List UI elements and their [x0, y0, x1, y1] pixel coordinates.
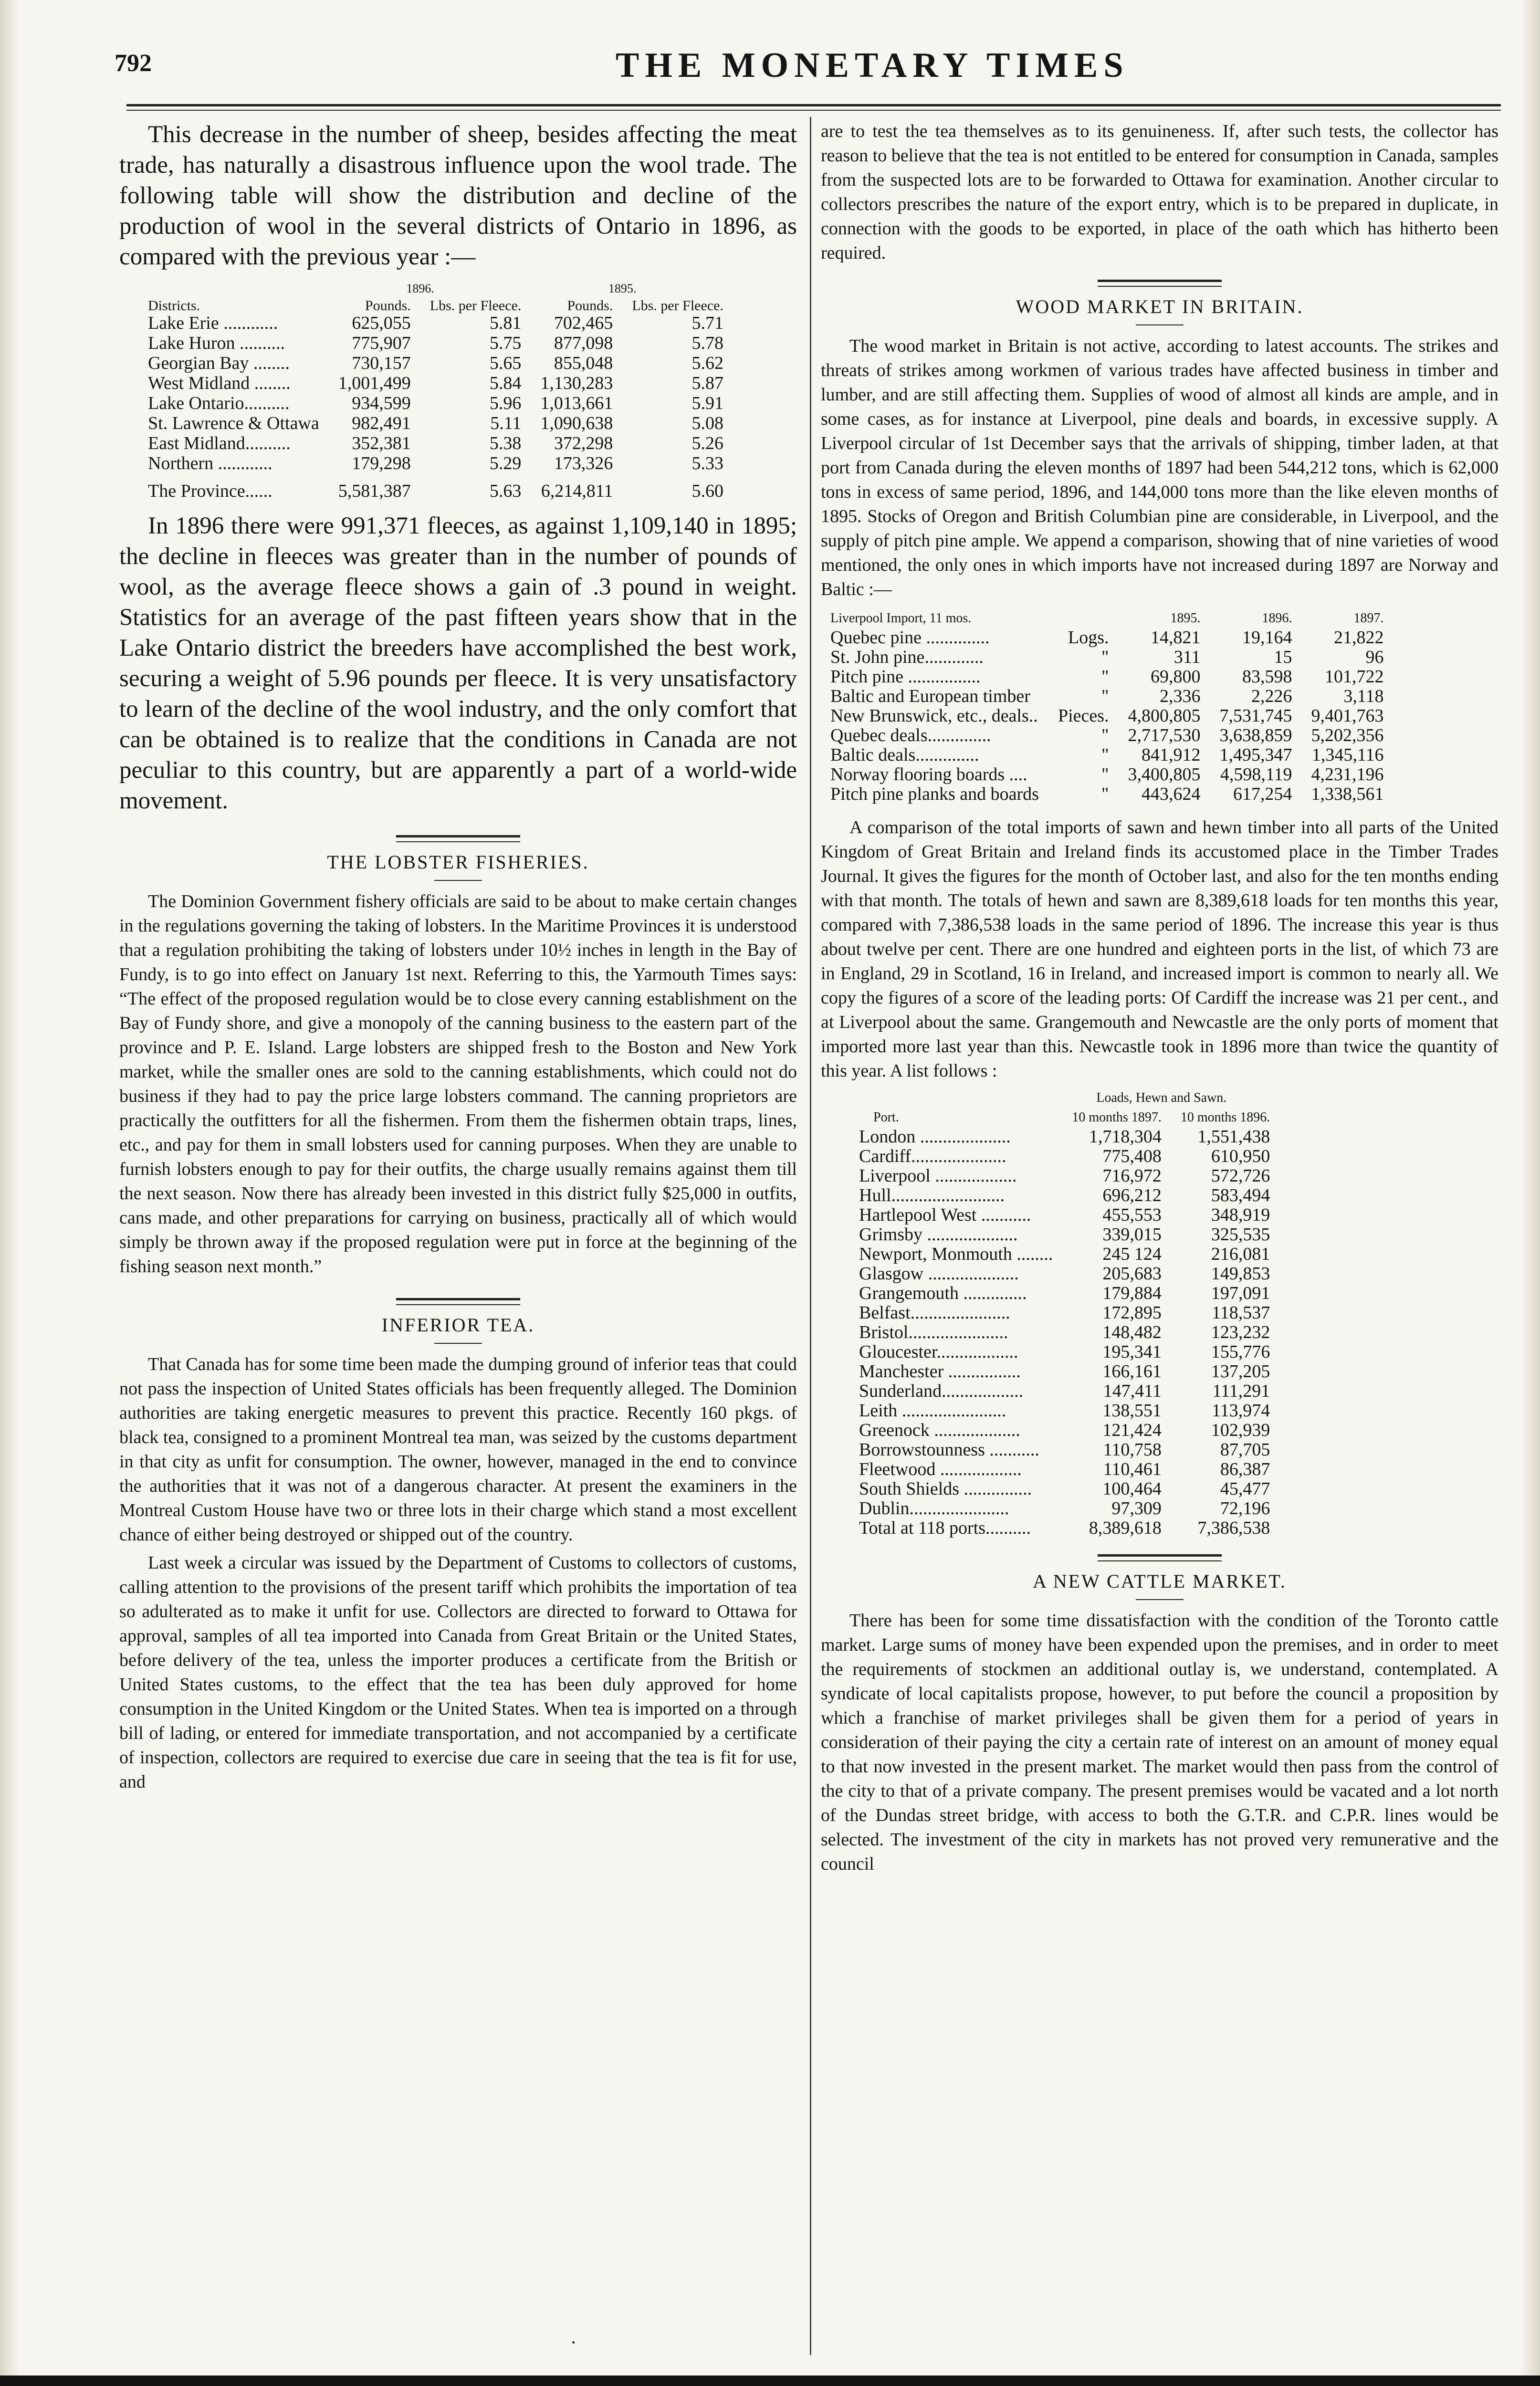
- table-cell: Dublin......................: [859, 1498, 1009, 1518]
- table-cell: Cardiff.....................: [859, 1146, 1006, 1166]
- masthead: THE MONETARY TIMES: [616, 46, 1129, 85]
- table-cell: 100,464: [1102, 1479, 1162, 1499]
- title-dash: [434, 880, 482, 881]
- table-cell: 7,531,745: [1219, 706, 1292, 726]
- table-cell: 123,232: [1211, 1322, 1270, 1342]
- table-row: [859, 1225, 1270, 1245]
- wool-table: [148, 279, 723, 501]
- table-cell: 111,291: [1212, 1381, 1270, 1401]
- lumber-col-1895: 1895.: [1170, 611, 1201, 626]
- table-cell: 3,118: [1343, 686, 1384, 706]
- table-row: [859, 1460, 1270, 1479]
- table-cell: Quebec pine ..............: [830, 628, 990, 648]
- table-cell: 5.65: [489, 353, 522, 373]
- table-cell: Sunderland..................: [859, 1381, 1024, 1401]
- ports-total-row: Total at 118 ports.......... 8,389,618 7,386,538: [859, 1518, 1270, 1538]
- table-cell: 5,202,356: [1311, 725, 1384, 745]
- tea-continued: are to test the tea themselves as to its genuineness. If, after such tests, the collector has reason to believe that the tea is not entitled to be entered for consumption in Canada, samples from the suspected lots are to be forwarded to Ottawa for examination. Another circular to collectors prescribes the nature of the export entry, which is to be prepared in duplicate, in connection with the goods to be exported, in place of the oath which has hitherto been required.: [821, 121, 1498, 263]
- table-cell: 5.29: [489, 453, 522, 473]
- table-cell: 118,537: [1212, 1303, 1270, 1323]
- table-cell: 9,401,763: [1311, 706, 1384, 726]
- table-cell: 5.87: [691, 373, 723, 393]
- table-row: [148, 453, 723, 473]
- wool-intro: This decrease in the number of sheep, besides affecting the meat trade, has naturally a disastrous influence upon the wool trade. The following table will show the distribution and decline of the production of wool in the several districts of Ontario in 1896, as compared with the previous year :—: [119, 121, 797, 270]
- right-column: [821, 119, 1498, 1876]
- table-cell: Leith .......................: [859, 1401, 1006, 1421]
- table-cell: 5.33: [691, 453, 723, 473]
- header-rule: [126, 104, 1501, 106]
- table-cell: 3,638,859: [1219, 725, 1292, 745]
- table-cell: 702,465: [554, 313, 613, 333]
- table-row: [859, 1440, 1270, 1460]
- table-cell: 877,098: [554, 333, 613, 353]
- wool-year-1896: 1896.: [406, 282, 434, 295]
- table-cell: 625,055: [352, 313, 411, 333]
- table-cell: ": [1101, 667, 1109, 687]
- column-divider: [810, 117, 811, 2355]
- lumber-col-header: Liverpool Import, 11 mos.: [830, 611, 972, 626]
- wool-col-fleece-95: Lbs. per Fleece.: [632, 298, 723, 314]
- table-cell: 205,683: [1102, 1264, 1162, 1284]
- table-cell: 110,758: [1103, 1440, 1162, 1460]
- left-column: [119, 119, 797, 1794]
- table-cell: 1,345,116: [1311, 745, 1384, 765]
- table-cell: ": [1101, 784, 1109, 804]
- bottom-mark: ·: [570, 2332, 577, 2353]
- table-cell: Baltic deals..............: [830, 745, 979, 765]
- table-cell: 137,205: [1211, 1361, 1270, 1381]
- table-cell: 147,411: [1103, 1381, 1162, 1401]
- table-cell: East Midland..........: [148, 433, 291, 453]
- table-row: [148, 333, 723, 353]
- lobster-text: The Dominion Government fishery officials are said to be about to make certain changes in the regulations governing the taking of lobsters. In the Maritime Provinces it is understood that a regulation prohibiting the taking of lobsters under 10½ inches in length in the Bay of Fundy, is to go into effect on January 1st next. Referring to this, the Yarmouth Times says: “The effect of the proposed regulation would be to close every canning establishment on the Bay of Fundy shore, and give a monopoly of the canning business to the eastern part of the province and P. E. Island. Large lobsters are shipped fresh to the Boston and New York market, while the smaller ones are sold to the canning establishments, which could not do business if they had to pay the price large lobsters command. The canning proprietors are practically the outfitters for all the fishermen. From them the fishermen obtain traps, lines, etc., and pay for them in small lobsters used for canning purposes. When they are unable to furnish lobsters enough to pay for their outfits, the charge usually remains against them till the next season. Now there has already been invested in this district fully $25,000 in outfits, cans made, and other preparations for carrying on business, practically all of which would simply be thrown away if the proposed regulation were put in force at the beginning of the fishing season next month.”: [119, 891, 797, 1277]
- table-cell: Newport, Monmouth ........: [859, 1244, 1053, 1264]
- table-cell: 148,482: [1102, 1322, 1162, 1342]
- table-cell: 982,491: [352, 413, 411, 433]
- page-edge-right: [1521, 0, 1540, 2386]
- table-row: [859, 1362, 1270, 1381]
- table-row: [148, 433, 723, 453]
- title-dash: [434, 1343, 482, 1344]
- table-cell: 2,717,530: [1128, 725, 1201, 745]
- table-cell: 166,161: [1102, 1361, 1162, 1381]
- wood-paragraph-1: The wood market in Britain is not active, according to latest accounts. The strikes and threats of strikes among workmen of various trades have affected business in timber and lumber, and are still affecting them. Supplies of wood of almost all kinds are ample, and in some cases, as for instance at Liverpool, pine deals and boards, in excessive supply. A Liverpool circular of 1st December says that the arrivals of shipping, timber laden, at that port from Canada during the eleven months of 1897 had been 544,212 tons, which is 62,000 tons in excess of same period, 1896, and 144,000 tons more than the like eleven months of 1895. Stocks of Oregon and British Columbian pine are considerable, in Liverpool, and the supply of pitch pine ample. We append a comparison, showing that of nine varieties of wood mentioned, the only ones in which imports have not increased during 1897 are Norway and Baltic :—: [821, 336, 1498, 599]
- table-cell: 696,212: [1102, 1185, 1162, 1205]
- table-cell: 5.26: [691, 433, 723, 453]
- table-row: [859, 1264, 1270, 1284]
- table-cell: Lake Erie ............: [148, 313, 278, 333]
- table-cell: Belfast......................: [859, 1303, 1010, 1323]
- section-rule: [1098, 1554, 1222, 1557]
- table-cell: 325,535: [1211, 1224, 1270, 1245]
- table-cell: 102,939: [1211, 1420, 1270, 1440]
- table-row: [859, 1127, 1270, 1147]
- table-cell: 339,015: [1102, 1224, 1162, 1245]
- table-cell: 5.78: [691, 333, 723, 353]
- title-dash: [1136, 1599, 1184, 1600]
- table-cell: 245 124: [1102, 1244, 1162, 1264]
- table-cell: 149,853: [1211, 1264, 1270, 1284]
- table-cell: 841,912: [1142, 745, 1201, 765]
- table-cell: 110,461: [1103, 1459, 1162, 1479]
- table-cell: Glasgow ....................: [859, 1264, 1019, 1284]
- table-row: [859, 1303, 1270, 1323]
- ports-table: [859, 1088, 1270, 1538]
- ports-col-1897: 10 months 1897.: [1072, 1110, 1162, 1125]
- table-cell: ": [1101, 686, 1109, 706]
- table-cell: 1,013,661: [540, 393, 613, 413]
- table-cell: Pitch pine ................: [830, 667, 981, 687]
- table-cell: 583,494: [1211, 1185, 1270, 1205]
- table-row: [830, 648, 1384, 667]
- tea-paragraph-2: Last week a circular was issued by the Department of Customs to collectors of customs, calling attention to the provisions of the present tariff which prohibits the importation of tea so adulterated as to make it unfit for use. Collectors are directed to forward to Ottawa for approval, samples of all tea imported into Canada from Great Britain or the United States, before delivery of the tea, unless the importer produces a certificate from the British or United States customs, to the effect that the tea has been duly approved for home consumption in the United Kingdom or the United States. When tea is imported on a through bill of lading, or entered for immediate transportation, and not accompanied by a certificate of inspection, collectors are required to exercise due care in seeing that the tea is fit for use, and: [119, 1553, 797, 1792]
- table-row: [859, 1381, 1270, 1401]
- table-row: [148, 413, 723, 433]
- table-row: [148, 313, 723, 333]
- table-cell: 96: [1365, 647, 1384, 667]
- table-cell: 87,705: [1220, 1440, 1270, 1460]
- table-cell: 83,598: [1242, 667, 1292, 687]
- table-cell: Gloucester..................: [859, 1342, 1018, 1362]
- wool-col-fleece-96: Lbs. per Fleece.: [430, 298, 522, 314]
- table-cell: 3,400,805: [1128, 764, 1201, 785]
- table-row: [830, 765, 1384, 785]
- table-row: [859, 1401, 1270, 1421]
- table-cell: 5.38: [489, 433, 522, 453]
- table-row: [830, 667, 1384, 687]
- table-cell: 45,477: [1220, 1479, 1270, 1499]
- table-cell: London ....................: [859, 1127, 1011, 1147]
- table-cell: 4,231,196: [1311, 764, 1384, 785]
- table-cell: 2,336: [1160, 686, 1201, 706]
- table-cell: 195,341: [1102, 1342, 1162, 1362]
- wool-col-pounds-95: Pounds.: [567, 298, 613, 314]
- table-cell: St. Lawrence & Ottawa: [148, 413, 319, 433]
- page-edge-left: [0, 0, 19, 2386]
- table-row: [859, 1245, 1270, 1264]
- table-cell: 1,130,283: [540, 373, 613, 393]
- section-rule: [396, 1298, 520, 1300]
- table-cell: Northern ............: [148, 453, 272, 473]
- table-cell: Grangemouth ..............: [859, 1283, 1027, 1303]
- table-row: [830, 706, 1384, 726]
- table-cell: 179,298: [352, 453, 411, 473]
- table-cell: 348,919: [1211, 1205, 1270, 1225]
- section-rule: [396, 1304, 520, 1305]
- section-rule: [396, 841, 520, 842]
- ports-col-port: Port.: [873, 1110, 899, 1125]
- table-row: [859, 1421, 1270, 1440]
- table-row: [148, 353, 723, 373]
- table-cell: Borrowstounness ...........: [859, 1440, 1039, 1460]
- table-row: [859, 1342, 1270, 1362]
- table-cell: 2,226: [1251, 686, 1292, 706]
- table-cell: 14,821: [1151, 628, 1201, 648]
- section-rule: [1098, 1560, 1222, 1561]
- wood-title: WOOD MARKET IN BRITAIN.: [1016, 296, 1304, 317]
- table-cell: 5.11: [490, 413, 522, 433]
- table-cell: 19,164: [1242, 628, 1292, 648]
- table-cell: 1,718,304: [1089, 1127, 1162, 1147]
- table-cell: 4,800,805: [1128, 706, 1201, 726]
- table-cell: Fleetwood ..................: [859, 1459, 1022, 1479]
- table-cell: 121,424: [1102, 1420, 1162, 1440]
- tea-paragraph-1: That Canada has for some time been made the dumping ground of inferior teas that could not pass the inspection of United States officials has been frequently alleged. The Dominion authorities are taking energetic measures to prevent this practice. Recently 160 pkgs. of black tea, consigned to a prominent Montreal tea man, was seized by the customs department in that city as unfit for consumption. The owner, however, managed in the end to convince the authorities that it was not of a dangerous character. At present the examiners in the Montreal Custom House have two or three lots in their charge which stand a most excellent chance of either being destroyed or shipped out of the country.: [119, 1354, 797, 1545]
- table-cell: 1,001,499: [338, 373, 411, 393]
- table-cell: 138,551: [1102, 1401, 1162, 1421]
- lobster-title: THE LOBSTER FISHERIES.: [327, 851, 589, 873]
- table-cell: Baltic and European timber: [830, 686, 1030, 706]
- table-cell: 179,884: [1102, 1283, 1162, 1303]
- table-cell: Grimsby ....................: [859, 1224, 1018, 1245]
- table-cell: 1,551,438: [1197, 1127, 1270, 1147]
- table-cell: 775,907: [352, 333, 411, 353]
- table-row: [859, 1147, 1270, 1166]
- table-cell: Hull.........................: [859, 1185, 1005, 1205]
- table-row: [830, 785, 1384, 804]
- table-row: [859, 1499, 1270, 1518]
- section-rule: [1098, 280, 1222, 282]
- table-cell: 69,800: [1151, 667, 1201, 687]
- table-cell: 775,408: [1102, 1146, 1162, 1166]
- table-cell: 15: [1274, 647, 1292, 667]
- table-cell: 216,081: [1211, 1244, 1270, 1264]
- table-cell: Pieces.: [1058, 706, 1109, 726]
- ports-col-1896: 10 months 1896.: [1180, 1110, 1270, 1125]
- table-cell: 372,298: [554, 433, 613, 453]
- table-row: [148, 373, 723, 393]
- wool-col-districts: Districts.: [148, 298, 200, 314]
- table-cell: 72,196: [1220, 1498, 1270, 1518]
- table-cell: St. John pine.............: [830, 647, 984, 667]
- table-cell: Quebec deals..............: [830, 725, 991, 745]
- cattle-text: There has been for some time dissatisfaction with the condition of the Toronto cattle market. Large sums of money have been expended upon the premises, and in order to meet the requirements of stockmen an additional outlay is, we understand, contemplated. A syndicate of local capitalists propose, however, to put before the council a proposition by which a franchise of market privileges shall be given them for a period of years in consideration of their paying the city a certain rate of interest on an amount of money equal to that now invested in the present market. The market would then pass from the control of the city to that of a private company. The present premises would be vacated and a lot north of the Dundas street bridge, with access to both the G.T.R. and C.P.R. lines would be selected. The investment of the city in markets has not proved very remunerative and the council: [821, 1611, 1498, 1874]
- table-row: [859, 1186, 1270, 1205]
- wool-col-pounds-96: Pounds.: [365, 298, 411, 314]
- table-cell: Logs.: [1068, 628, 1109, 648]
- table-cell: Lake Huron ..........: [148, 333, 285, 353]
- table-cell: 101,722: [1325, 667, 1384, 687]
- table-row: [859, 1284, 1270, 1303]
- ports-super-header: Loads, Hewn and Sawn.: [1096, 1090, 1227, 1105]
- table-row: [830, 628, 1384, 648]
- table-cell: Lake Ontario..........: [148, 393, 290, 413]
- page-number: 792: [115, 50, 152, 77]
- table-cell: ": [1101, 725, 1109, 745]
- table-cell: Bristol......................: [859, 1322, 1008, 1342]
- table-cell: 455,553: [1102, 1205, 1162, 1225]
- wool-total-row: The Province...... 5,581,387 5.63 6,214,811 5.60: [148, 481, 723, 501]
- table-cell: Georgian Bay ........: [148, 353, 290, 373]
- table-cell: 730,157: [352, 353, 411, 373]
- table-row: [859, 1323, 1270, 1342]
- table-row: [830, 726, 1384, 745]
- table-cell: 97,309: [1111, 1498, 1162, 1518]
- table-cell: Liverpool ..................: [859, 1166, 1017, 1186]
- section-rule: [396, 835, 520, 837]
- table-cell: 1,090,638: [540, 413, 613, 433]
- table-row: [859, 1205, 1270, 1225]
- table-cell: 5.62: [691, 353, 723, 373]
- table-cell: Greenock ...................: [859, 1420, 1020, 1440]
- table-cell: 172,895: [1102, 1303, 1162, 1323]
- table-cell: 572,726: [1211, 1166, 1270, 1186]
- header-rule-thin: [126, 110, 1501, 111]
- lumber-table: [830, 608, 1384, 804]
- title-dash: [1136, 324, 1184, 325]
- table-cell: 5.08: [691, 413, 723, 433]
- table-row: [148, 393, 723, 413]
- table-cell: 617,254: [1233, 784, 1292, 804]
- table-cell: 21,822: [1334, 628, 1384, 648]
- table-cell: Manchester ................: [859, 1361, 1021, 1381]
- table-cell: 311: [1173, 647, 1201, 667]
- table-cell: 1,495,347: [1219, 745, 1292, 765]
- section-rule: [1098, 286, 1222, 287]
- table-cell: 173,326: [554, 453, 613, 473]
- table-cell: 934,599: [352, 393, 411, 413]
- table-cell: 5.81: [489, 313, 522, 333]
- table-cell: Pitch pine planks and boards: [830, 784, 1039, 804]
- table-cell: ": [1101, 745, 1109, 765]
- table-cell: New Brunswick, etc., deals..: [830, 706, 1038, 726]
- cattle-title: A NEW CATTLE MARKET.: [1033, 1570, 1287, 1592]
- table-cell: 1,338,561: [1311, 784, 1384, 804]
- table-cell: South Shields ...............: [859, 1479, 1032, 1499]
- table-row: [830, 687, 1384, 706]
- wool-after-table: In 1896 there were 991,371 fleeces, as against 1,109,140 in 1895; the decline in fleeces was greater than in the number of pounds of wool, as the average fleece shows a gain of .3 pound in weight. Statistics for an average of the past fifteen years show that in the Lake Ontario district the breeders have accomplished the best work, securing a weight of 5.96 pounds per fleece. It is very unsatisfactory to learn of the decline of the wool industry, and the only comfort that can be obtained is to realize that the conditions in Canada are not peculiar to this country, but are apparently a part of a world-wide movement.: [119, 513, 797, 814]
- table-cell: Norway flooring boards ....: [830, 764, 1027, 785]
- table-cell: West Midland ........: [148, 373, 291, 393]
- table-cell: ": [1101, 764, 1109, 785]
- table-row: [830, 745, 1384, 765]
- table-cell: 86,387: [1220, 1459, 1270, 1479]
- page-bottom-border: [0, 2376, 1540, 2386]
- lumber-col-1897: 1897.: [1353, 611, 1384, 626]
- table-cell: 197,091: [1211, 1283, 1270, 1303]
- table-cell: 4,598,119: [1220, 764, 1292, 785]
- table-cell: 716,972: [1102, 1166, 1162, 1186]
- tea-title: INFERIOR TEA.: [381, 1314, 535, 1336]
- wood-paragraph-2: A comparison of the total imports of sawn and hewn timber into all parts of the United Kingdom of Great Britain and Ireland finds its accustomed place in the Timber Trades Journal. It gives the figures for the month of October last, and also for the ten months ending with that month. The totals of hewn and sawn are 8,389,618 loads for ten months this year, compared with 7,386,538 loads in the same period of 1896. The increase this year is thus about twelve per cent. There are one hundred and eighteen ports in the list, of which 73 are in England, 29 in Scotland, 16 in Ireland, and increased import is common to nearly all. We copy the figures of a score of the leading ports: Of Cardiff the increase was 21 per cent., and at Liverpool about the same. Grangemouth and Newcastle are the only ports of moment that imported more last year than this. Newcastle took in 1896 more than twice the quantity of this year. A list follows :: [821, 817, 1498, 1081]
- table-cell: 5.71: [691, 313, 723, 333]
- page-header: [115, 45, 1498, 98]
- table-cell: ": [1101, 647, 1109, 667]
- table-row: [859, 1479, 1270, 1499]
- table-cell: 113,974: [1212, 1401, 1270, 1421]
- wool-year-1895: 1895.: [608, 282, 637, 295]
- table-cell: 155,776: [1211, 1342, 1270, 1362]
- table-cell: 5.75: [489, 333, 522, 353]
- table-cell: 5.91: [691, 393, 723, 413]
- table-cell: 352,381: [352, 433, 411, 453]
- table-cell: 5.84: [489, 373, 522, 393]
- table-cell: Hartlepool West ...........: [859, 1205, 1031, 1225]
- table-cell: 5.96: [489, 393, 522, 413]
- table-cell: 855,048: [554, 353, 613, 373]
- table-cell: 443,624: [1142, 784, 1201, 804]
- table-cell: 610,950: [1211, 1146, 1270, 1166]
- table-row: [859, 1166, 1270, 1186]
- lumber-col-1896: 1896.: [1262, 611, 1292, 626]
